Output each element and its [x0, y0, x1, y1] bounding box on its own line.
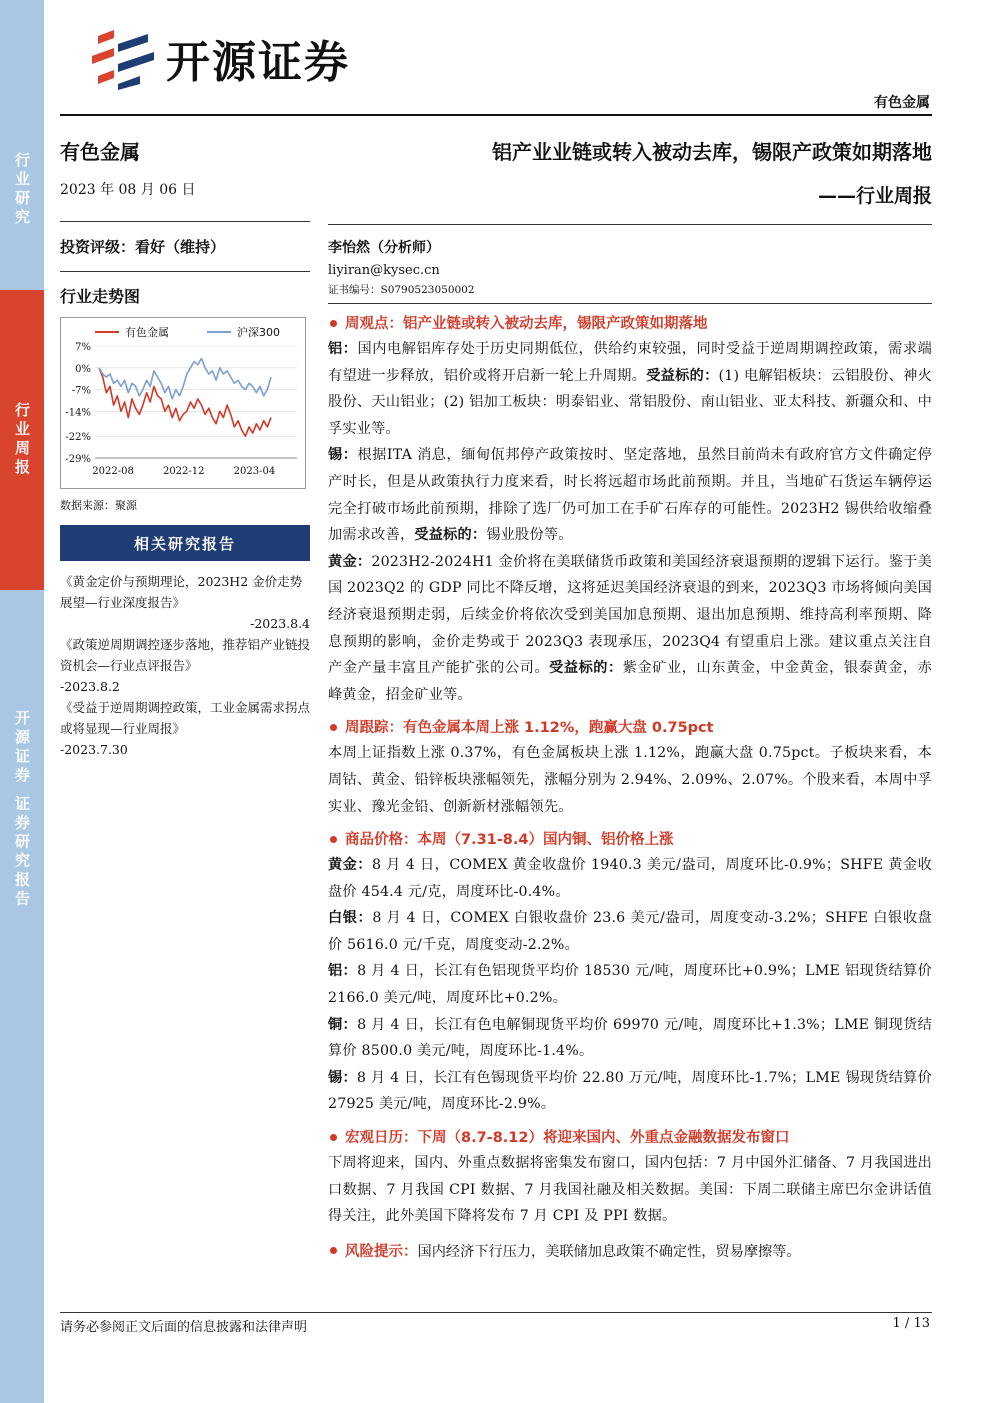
header-divider: [60, 114, 932, 116]
brand-name: 开源证券: [166, 37, 350, 88]
divider: [328, 303, 932, 304]
body: 根据ITA 消息，缅甸佤邦停产政策按时、坚定落地，虽然目前尚未有政府官方文件确定停产时长，但是从政策执行力度来看，时长将远超市场此前预期。并且，当地矿石货运车辆停运完全打破市场此前预期，排除了选厂仍可加工在手矿石库存的可能性。2023H2 锡供给收缩叠加需求改善，: [328, 447, 933, 544]
para-tracking: 本周上证指数上涨 0.37%，有色金属板块上涨 1.12%，跑赢大盘 0.75pct。子板块来看，本周钴、黄金、铅锌板块涨幅领先，涨幅分别为 2.94%、2.09%、2.07%。个股来看，本周中孚实业、豫光金铅、创新新材涨幅领先。: [328, 745, 932, 815]
trend-chart-svg: [61, 318, 307, 490]
y-tick-label: 0%: [75, 363, 91, 375]
bullet-icon: [330, 1134, 337, 1141]
x-tick-label: 2023-04: [233, 466, 276, 477]
x-tick-label: 2022-12: [162, 466, 205, 477]
header-sector-tag: 有色金属: [874, 95, 930, 111]
bullet-icon: [330, 836, 337, 843]
bullet-icon: [330, 724, 337, 731]
para-price-aluminum: [328, 958, 932, 1011]
series-line-1: [99, 358, 271, 399]
para-price-gold: [328, 852, 932, 905]
divider: [328, 224, 932, 225]
related-report-date: -2023.8.2: [60, 679, 120, 694]
section-macro-head: [328, 1126, 932, 1150]
report-subtitle: ——行业周报: [817, 185, 932, 207]
related-report-item[interactable]: [60, 697, 310, 760]
side-label-research: [0, 90, 44, 290]
lead: 锡：: [328, 1069, 357, 1086]
para-macro: 下周将迎来，国内、外重点数据将密集发布窗口，国内包括：7 月中国外汇储备、7 月我国进出口数据、7 月我国 CPI 数据、7 月我国社融及相关数据。美国：下周二联储主席巴尔金讲话值得关注，此外美国下降将发布 7 月 CPI 及 PPI 数据。: [328, 1155, 932, 1225]
para-aluminum: [328, 336, 932, 442]
body: 8 月 4 日，COMEX 白银收盘价 23.6 美元/盎司，周度变动-3.2%；SHFE 白银收盘价 5616.0 元/千克，周度变动-2.2%。: [328, 910, 932, 953]
lead: 黄金：: [328, 857, 372, 874]
body: 紫金矿业，山东黄金，中金黄金，银泰黄金，赤峰黄金，招金矿业等。: [328, 660, 932, 703]
lead: 铜：: [328, 1016, 358, 1033]
sector-name: 有色金属: [60, 140, 140, 164]
related-report-date: -2023.7.30: [60, 742, 128, 757]
risk-text: 国内经济下行压力，美联储加息政策不确定性，贸易摩擦等。: [417, 1243, 801, 1260]
right-column: [328, 136, 932, 1264]
bullet-icon: [330, 320, 337, 327]
body: 8 月 4 日，COMEX 黄金收盘价 1940.3 美元/盎司，周度环比-0.9%；SHFE 黄金收盘价 454.4 元/克，周度环比-0.4%。: [328, 857, 932, 900]
y-tick-label: -22%: [65, 432, 91, 444]
side-label-brand: [0, 690, 44, 930]
body: 国内电解铝库存处于历史同期低位，供给约束较强，同时受益于逆周期调控政策，需求端有望进一步释放，铝价或将开启新一轮上升周期。: [328, 341, 932, 384]
side-text-3: 开源证券 证券研究报告: [13, 710, 31, 910]
side-text-1: 行业研究: [13, 152, 31, 228]
side-label-weekly: [0, 290, 44, 590]
divider: [60, 221, 310, 222]
related-reports-list: [60, 571, 310, 760]
lead: 锡：: [328, 447, 358, 464]
para-tin: [328, 442, 932, 548]
section-weekly-view-head: [328, 312, 932, 336]
body: (1) 电解铝板块：云铝股份、神火股份、天山铝业；(2) 铝加工板块：明泰铝业、常铝股份、南山铝业、亚太科技、新疆众和、中孚实业等。: [328, 367, 932, 437]
footer-disclaimer: 请务必参阅正文后面的信息披露和法律声明: [60, 1320, 308, 1335]
side-band: [0, 0, 44, 1403]
divider: [60, 271, 310, 272]
section-head-text: 商品价格：本周（7.31-8.4）国内铜、铝价格上涨: [345, 832, 674, 849]
report-date: 2023 年 08 月 06 日: [60, 182, 196, 198]
section-head-text: 宏观日历：下周（8.7-8.12）将迎来国内、外重点金融数据发布窗口: [345, 1130, 790, 1147]
section-risk-head: [328, 1240, 932, 1264]
related-report-title[interactable]: 《黄金定价与预期理论，2023H2 金价走势展望—行业深度报告》: [60, 574, 303, 610]
lead: 黄金：: [328, 553, 372, 570]
analyst-cert: 证书编号：S0790523050002: [328, 284, 475, 296]
brand-logo: [88, 26, 350, 90]
section-prices-head: [328, 828, 932, 852]
section-head-text: 周跟踪：有色金属本周上涨 1.12%，跑赢大盘 0.75pct: [345, 720, 714, 737]
para-price-tin: [328, 1065, 932, 1118]
bullet-icon: [330, 1247, 337, 1254]
y-tick-label: -7%: [71, 385, 91, 397]
section-tracking-head: [328, 716, 932, 740]
beneficiary-label: 受益标的：: [414, 527, 487, 544]
para-price-copper: [328, 1012, 932, 1065]
lead: 铝：: [328, 341, 358, 357]
related-report-title[interactable]: 《政策逆周期调控逐步落地，推荐铝产业链投资机会—行业点评报告》: [60, 637, 311, 673]
body: 8 月 4 日，长江有色锡现货平均价 22.80 万元/吨，周度环比-1.7%；LME 锡现货结算价 27925 美元/吨，周度环比-2.9%。: [328, 1069, 933, 1113]
side-text-2: 行业周报: [13, 402, 31, 478]
report-title: 铝产业业链或转入被动去库，锡限产政策如期落地: [492, 140, 932, 164]
chart-source: 数据来源：聚源: [60, 499, 137, 512]
left-column: [60, 136, 310, 760]
related-reports-header: 相关研究报告: [60, 525, 310, 561]
body: 8 月 4 日，长江有色铝现货平均价 18530 元/吨，周度环比+0.9%；LME 铝现货结算价 2166.0 美元/吨，周度环比+0.2%。: [328, 963, 932, 1007]
y-tick-label: 7%: [75, 342, 91, 353]
related-report-item[interactable]: [60, 634, 310, 697]
related-report-date: -2023.8.4: [250, 616, 310, 631]
x-tick-label: 2022-08: [92, 466, 134, 477]
trend-chart: [60, 317, 306, 489]
section-head-text: 周观点：铝产业链或转入被动去库，锡限产政策如期落地: [345, 316, 708, 332]
section-head-text: 风险提示：: [345, 1243, 418, 1260]
logo-mark-icon: [88, 26, 160, 90]
lead: 铝：: [328, 963, 358, 980]
body: 8 月 4 日，长江有色电解铜现货平均价 69970 元/吨，周度环比+1.3%；LME 铜现货结算价 8500.0 美元/吨，周度环比-1.4%。: [328, 1016, 932, 1060]
analyst-email[interactable]: liyiran@kysec.cn: [328, 263, 440, 278]
body: 2023H2-2024H1 金价将在美联储货币政策和美国经济衰退预期的逻辑下运行。鉴于美国 2023Q2 的 GDP 同比不降反增，这将延迟美国经济衰退的到来，2023Q3 市场将倾向美国经济衰退预期走弱，后续金价将依次受到美国加息预期、退出加息预期、维持高利率预期、降息预期的影响，金价走势或于 2023Q3 表现承压，2023Q4 有望重启上涨。建议重点关注自产金产量丰富且产能扩张的公司。: [328, 553, 932, 677]
investment-rating: 投资评级：看好（维持）: [60, 238, 226, 256]
page-number: 1 / 13: [892, 1316, 930, 1331]
para-price-silver: [328, 905, 932, 958]
para-gold: [328, 549, 932, 709]
legend-label: 有色金属: [125, 326, 169, 339]
related-report-title[interactable]: 《受益于逆周期调控政策，工业金属需求拐点或将显现—行业周报》: [60, 700, 311, 736]
analyst-name: 李怡然（分析师）: [328, 240, 440, 256]
related-report-item[interactable]: [60, 571, 310, 634]
trend-chart-title: 行业走势图: [60, 287, 141, 306]
footer-divider: [60, 1312, 932, 1313]
y-tick-label: -29%: [65, 454, 91, 465]
beneficiary-label: 受益标的：: [646, 367, 719, 384]
lead: 白银：: [328, 910, 373, 927]
y-tick-label: -14%: [65, 407, 91, 419]
beneficiary-label: 受益标的：: [549, 660, 623, 677]
body: 锡业股份等。: [486, 527, 573, 544]
legend-label: 沪深300: [237, 326, 280, 339]
